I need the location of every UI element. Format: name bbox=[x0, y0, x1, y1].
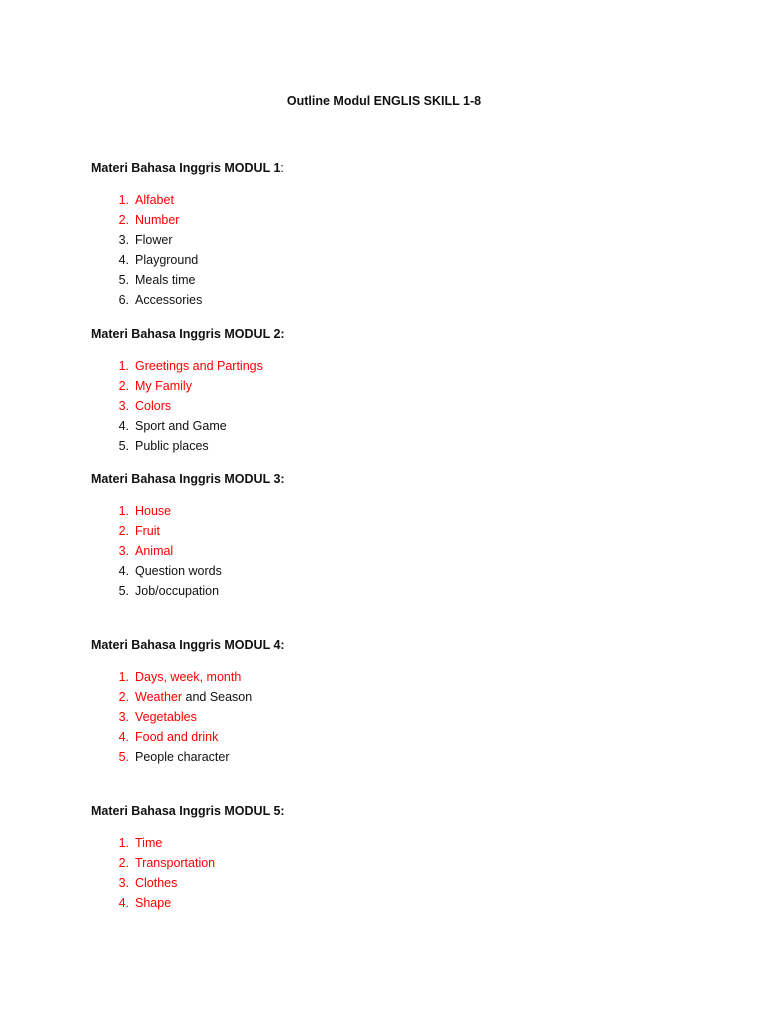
list-item bbox=[91, 501, 691, 521]
list-item-number: 1. bbox=[118, 193, 129, 207]
list-item-text: Public places bbox=[135, 439, 209, 453]
list-item-number: 5. bbox=[118, 750, 129, 764]
module-heading-colon: : bbox=[280, 161, 284, 175]
list-item-number: 3. bbox=[118, 876, 129, 890]
list-item-text: Number bbox=[135, 213, 180, 227]
list-item-number: 3. bbox=[118, 710, 129, 724]
list-item-number: 2. bbox=[118, 213, 129, 227]
list-item-number: 2. bbox=[118, 856, 129, 870]
list-item-number: 5. bbox=[118, 273, 129, 287]
list-item-number: 3. bbox=[118, 233, 129, 247]
list-item bbox=[91, 541, 691, 561]
list-item bbox=[91, 250, 691, 270]
list-item-number: 6. bbox=[118, 293, 129, 307]
list-item bbox=[91, 707, 691, 727]
list-item-text: Days, week, month bbox=[135, 670, 242, 684]
list-item-text: Meals time bbox=[135, 273, 196, 287]
module-list bbox=[91, 501, 691, 601]
list-item-text: Alfabet bbox=[135, 193, 174, 207]
list-item-number: 2. bbox=[118, 690, 129, 704]
list-item bbox=[91, 581, 691, 601]
list-item-text: Time bbox=[135, 836, 163, 850]
list-item bbox=[91, 356, 691, 376]
list-item bbox=[91, 747, 691, 767]
list-item-text: Job/occupation bbox=[135, 584, 220, 598]
list-item-number: 4. bbox=[118, 253, 129, 267]
module-list bbox=[91, 833, 691, 913]
list-item-number: 1. bbox=[118, 670, 129, 684]
list-item-text: House bbox=[135, 504, 172, 518]
list-item-text: Playground bbox=[135, 253, 199, 267]
list-item-number: 4. bbox=[118, 564, 129, 578]
module-heading bbox=[91, 324, 691, 344]
list-item bbox=[91, 833, 691, 853]
module-heading-text: Materi Bahasa Inggris MODUL 2: bbox=[91, 327, 285, 341]
list-item bbox=[91, 873, 691, 893]
module-heading-text: Materi Bahasa Inggris MODUL 1 bbox=[91, 161, 281, 175]
module-5-section bbox=[91, 801, 691, 913]
list-item bbox=[91, 436, 691, 456]
list-item bbox=[91, 521, 691, 541]
list-item bbox=[91, 416, 691, 436]
list-item-text: Food and drink bbox=[135, 730, 219, 744]
list-item-number: 5. bbox=[118, 439, 129, 453]
list-item-text: Colors bbox=[135, 399, 172, 413]
list-item-text: Flower bbox=[135, 233, 173, 247]
list-item-text: Shape bbox=[135, 896, 172, 910]
list-item bbox=[91, 190, 691, 210]
module-heading bbox=[91, 801, 691, 821]
list-item bbox=[91, 561, 691, 581]
module-heading-text: Materi Bahasa Inggris MODUL 4: bbox=[91, 638, 285, 652]
list-item bbox=[91, 727, 691, 747]
list-item-number: 1. bbox=[118, 359, 129, 373]
list-item-number: 1. bbox=[118, 836, 129, 850]
list-item-number: 2. bbox=[118, 379, 129, 393]
module-heading bbox=[91, 635, 691, 655]
module-heading-text: Materi Bahasa Inggris MODUL 5: bbox=[91, 804, 285, 818]
list-item-text: Greetings and Partings bbox=[135, 359, 263, 373]
list-item bbox=[91, 270, 691, 290]
list-item bbox=[91, 893, 691, 913]
list-item-text: Sport and Game bbox=[135, 419, 227, 433]
module-3-section bbox=[91, 469, 691, 601]
list-item bbox=[91, 230, 691, 250]
list-item-number: 4. bbox=[118, 896, 129, 910]
list-item-number: 3. bbox=[118, 399, 129, 413]
list-item-number: 5. bbox=[118, 584, 129, 598]
list-item-text: Question words bbox=[135, 564, 222, 578]
list-item bbox=[91, 210, 691, 230]
list-item bbox=[91, 396, 691, 416]
list-item bbox=[91, 290, 691, 310]
list-item-text: Fruit bbox=[135, 524, 160, 538]
module-list bbox=[91, 190, 691, 310]
list-item-text: People character bbox=[135, 750, 230, 764]
module-1-section bbox=[91, 158, 691, 310]
module-4-section bbox=[91, 635, 691, 767]
list-item bbox=[91, 687, 691, 707]
list-item-text: Clothes bbox=[135, 876, 178, 890]
module-heading bbox=[91, 469, 691, 489]
list-item-text: Animal bbox=[135, 544, 174, 558]
module-heading-text: Materi Bahasa Inggris MODUL 3: bbox=[91, 472, 285, 486]
list-item-text: Weather bbox=[135, 690, 183, 704]
list-item bbox=[91, 667, 691, 687]
list-item-number: 4. bbox=[118, 730, 129, 744]
module-heading bbox=[91, 158, 691, 178]
module-list bbox=[91, 356, 691, 456]
list-item-text: Vegetables bbox=[135, 710, 197, 724]
list-item bbox=[91, 853, 691, 873]
list-item-suffix: and Season bbox=[182, 690, 253, 704]
list-item-number: 2. bbox=[118, 524, 129, 538]
document-title: Outline Modul ENGLIS SKILL 1-8 bbox=[286, 94, 482, 108]
list-item-text: Accessories bbox=[135, 293, 203, 307]
list-item bbox=[91, 376, 691, 396]
list-item-number: 3. bbox=[118, 544, 129, 558]
list-item-text: My Family bbox=[135, 379, 192, 393]
module-2-section bbox=[91, 324, 691, 456]
list-item-number: 1. bbox=[118, 504, 129, 518]
list-item-number: 4. bbox=[118, 419, 129, 433]
list-item-text: Transportation bbox=[135, 856, 216, 870]
module-list bbox=[91, 667, 691, 767]
